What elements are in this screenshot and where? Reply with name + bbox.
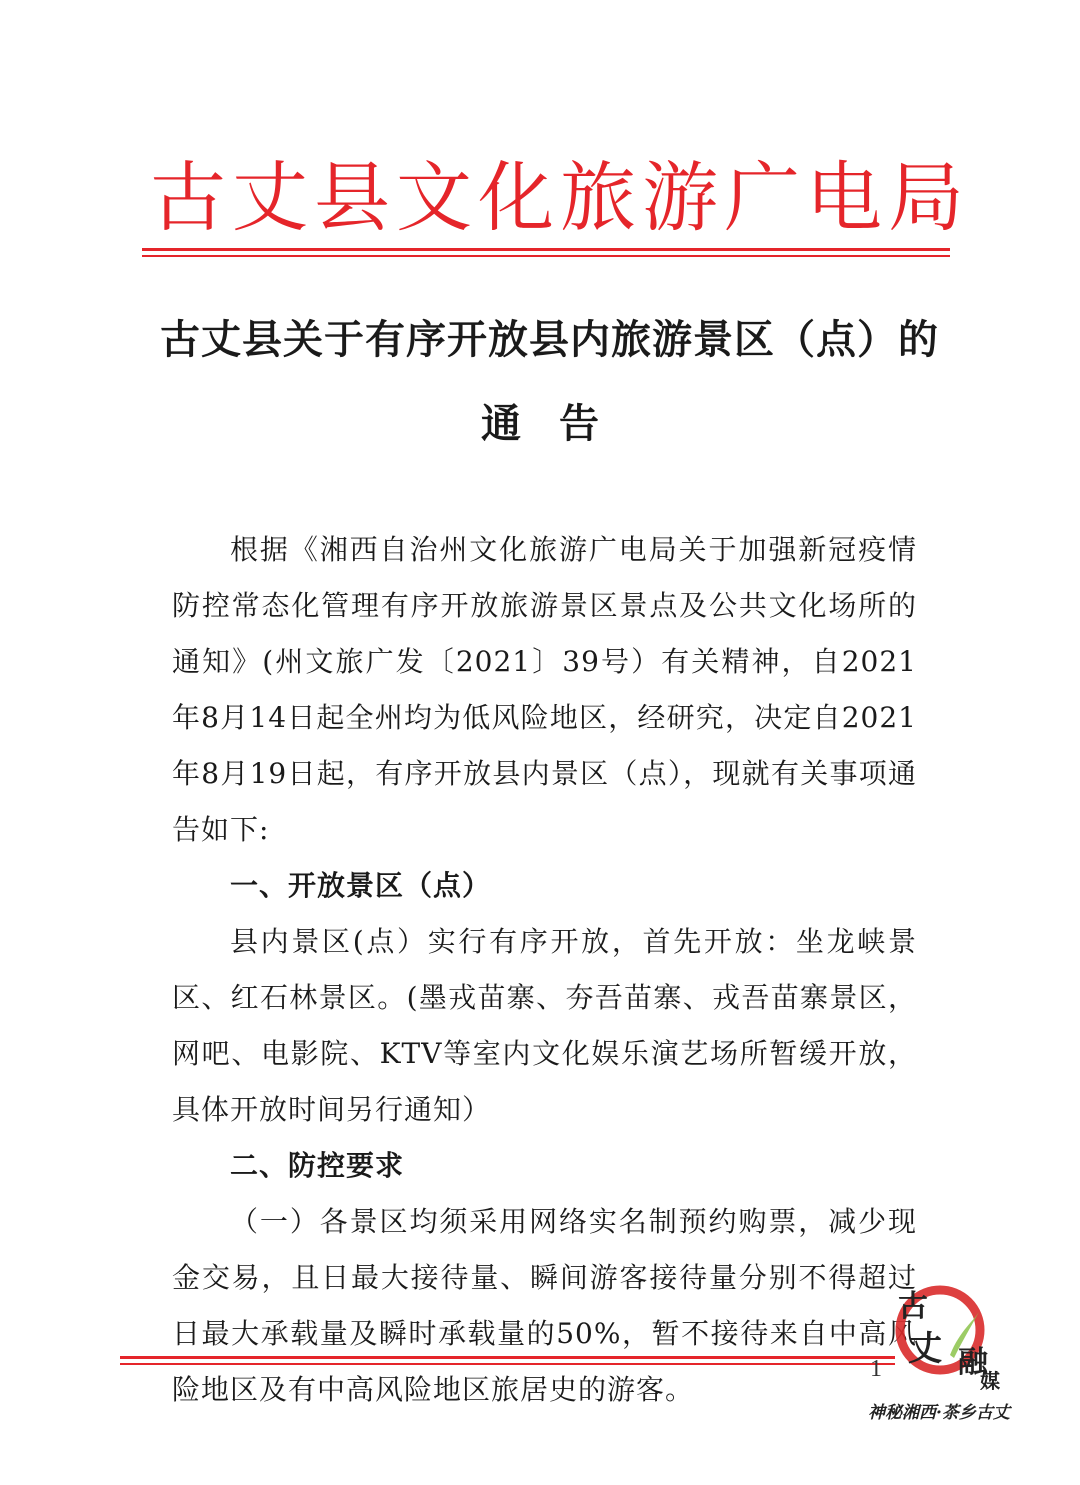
stamp-logo-icon: [880, 1280, 1020, 1390]
masthead-rule-thin: [142, 255, 950, 257]
stamp-caption: 神秘湘西·茶乡古丈: [868, 1403, 1010, 1423]
svg-text:古: 古: [898, 1289, 928, 1324]
paragraph-intro: 根据《湘西自治州文化旅游广电局关于加强新冠疫情防控常态化管理有序开放旅游景区景点及公共文化场所的通知》(州文旅广发〔2021〕39号）有关精神，自2021年8月14日起全州均为低风险地区，经研究，决定自2021年8月19日起，有序开放县内景区（点），现就有关事项通告如下:: [172, 533, 917, 846]
svg-text:丈: 丈: [908, 1329, 942, 1369]
document-body: [172, 522, 917, 1418]
document-title-line1: 古丈县关于有序开放县内旅游景区（点）的: [160, 316, 939, 363]
masthead-title: 古丈县文化旅游广电局: [150, 153, 970, 242]
svg-text:融: 融: [958, 1345, 988, 1380]
section-heading-open-areas: 一、开放景区（点）: [230, 869, 492, 902]
page-number: 1: [870, 1356, 882, 1382]
document-title-line2: 通告: [481, 400, 637, 447]
masthead-rule-thick: [142, 248, 950, 251]
paragraph-prevention-1: （一）各景区均须采用网络实名制预约购票，减少现金交易，且日最大接待量、瞬间游客接待量分别不得超过日最大承载量及瞬时承载量的50%，暂不接待来自中高风险地区及有中高风险地区旅居史的游客。: [172, 1205, 917, 1406]
section-heading-prevention: 二、防控要求: [230, 1149, 405, 1182]
paragraph-open-areas: 县内景区(点）实行有序开放，首先开放：坐龙峡景区、红石林景区。(墨戎苗寨、夯吾苗寨、戎吾苗寨景区，网吧、电影院、KTV等室内文化娱乐演艺场所暂缓开放，具体开放时间另行通知）: [172, 925, 917, 1126]
media-logo-stamp: [880, 1280, 1020, 1390]
footer-rule-thick: [120, 1356, 895, 1359]
footer-rule-thin: [120, 1363, 895, 1365]
svg-text:媒: 媒: [980, 1369, 1000, 1390]
